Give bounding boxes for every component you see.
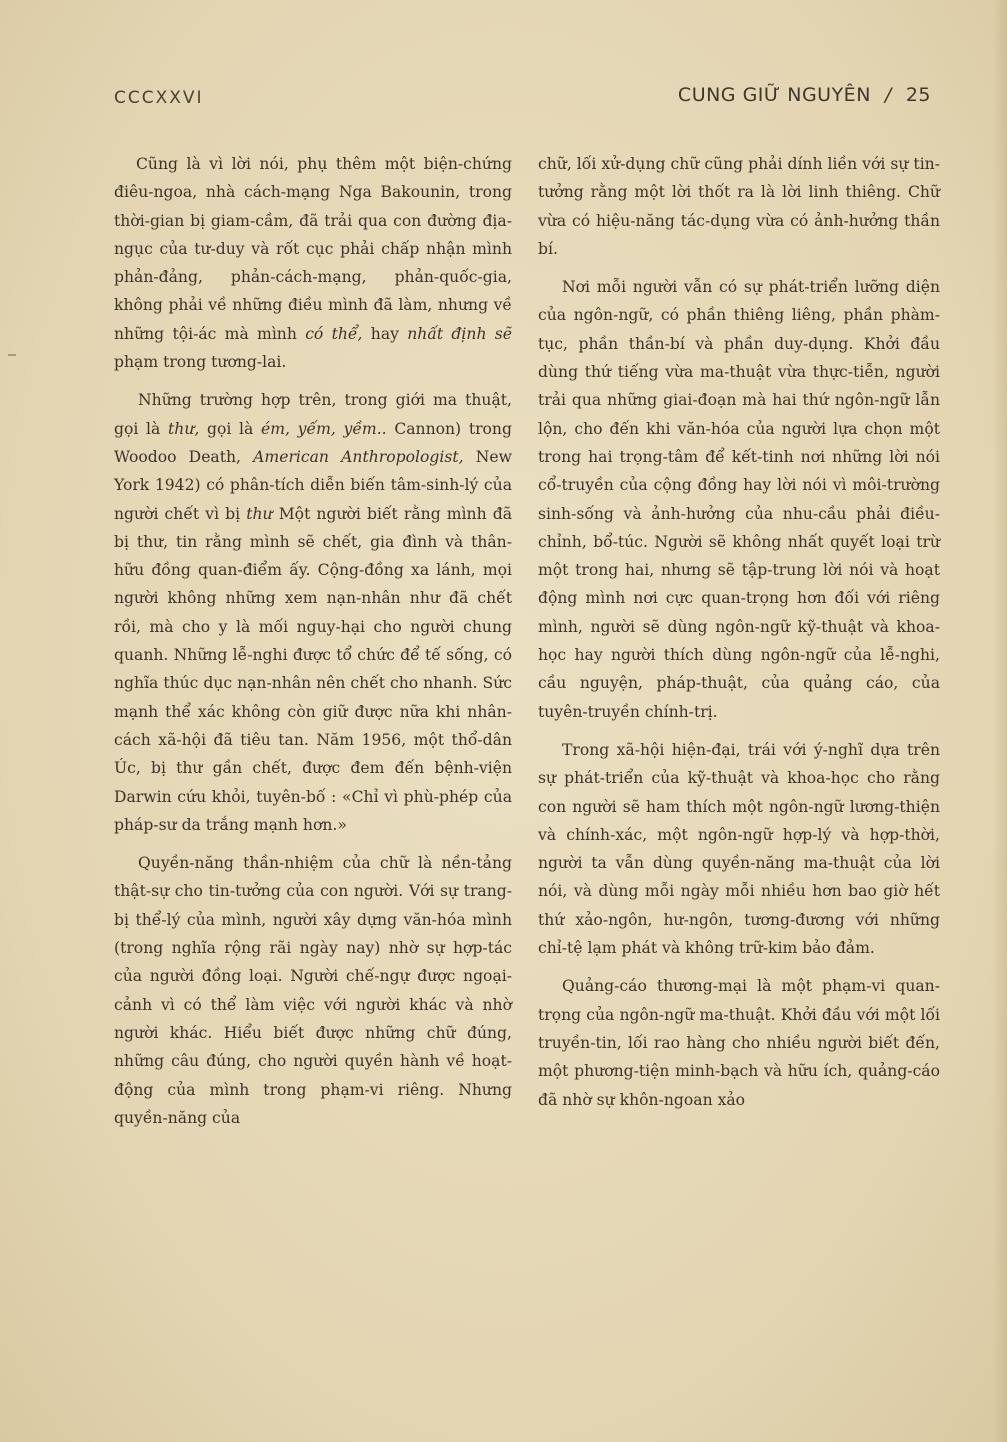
right-column <box>538 150 940 1124</box>
running-header <box>678 84 931 106</box>
paragraph: Quảng-cáo thương-mại là một phạm-vi quan-trọng của ngôn-ngữ ma-thuật. Khởi đầu với một lối truyền-tin, lối rao hàng cho nhiều người biết đến, một phương-tiện minh-bạch và hữu ích, quảng-cáo đã nhờ sự khôn-ngoan xảo <box>538 977 940 1109</box>
page-number: 25 <box>905 84 931 106</box>
margin-speck <box>8 354 16 356</box>
paragraph: Nơi mỗi người vẫn có sự phát-triển lưỡng diện của ngôn-ngữ, có phần thiêng liêng, phần phàm-tục, phần thần-bí và phần duy-dụng. Khởi đầu dùng thứ tiếng vừa ma-thuật vừa thực-tiễn, người trải qua những giai-đoạn mà hai thứ ngôn-ngữ lẫn lộn, cho đến khi văn-hóa của người lựa chọn một trong hai trọng-tâm để kết-tinh nơi những lời nói cổ-truyền của cộng đồng hay lời nói vì môi-trường sinh-sống và ảnh-hưởng của nhu-cầu phải điều-chỉnh, bổ-túc. Người sẽ không nhất quyết loại trừ một trong hai, nhưng sẽ tập-trung lời nói và hoạt động mình nơi cực quan-trọng hơn đối với riêng mình, người sẽ dùng ngôn-ngữ kỹ-thuật và khoa-học hay người thích dùng ngôn-ngữ của lễ-nghi, cầu nguyện, pháp-thuật, của quảng cáo, của tuyên-truyền chính-trị. <box>538 278 940 721</box>
paragraph: Quyền-năng thần-nhiệm của chữ là nền-tảng thật-sự cho tin-tưởng của con người. Với sự trang-bị thể-lý của mình, người xây dựng văn-hóa mình (trong nghĩa rộng rãi ngày nay) nhờ sự hợp-tác của người đồng loại. Người chế-ngự được ngoại-cảnh vì có thể làm việc với người khác và nhờ người khác. Hiểu biết được những chữ đúng, những câu đúng, cho người quyền hành về hoạt-động của mình trong phạm-vi riêng. Nhưng quyền-năng của <box>114 854 512 1127</box>
header-separator: / <box>884 84 892 106</box>
section-number: CCCXXVI <box>114 88 204 108</box>
paragraph: Những trường hợp trên, trong giới ma thuật, gọi là thư, gọi là ém, yếm, yềm.. Cannon) trong Woodoo Death, American Anthropologist, New York 1942) có phân-tích diễn biến tâm-sinh-lý của người chết vì bị thư Một người biết rằng mình đã bị thư, tin rằng mình sẽ chết, gia đình và thân-hữu đồng quan-điểm ấy. Cộng-đồng xa lánh, mọi người không những xem nạn-nhân như đã chết rồi, mà cho y là mối nguy-hại cho người chung quanh. Những lễ-nghi được tổ chức để tế sống, có nghĩa thúc dục nạn-nhân nên chết cho nhanh. Sức mạnh thể xác không còn giữ được nữa khi nhân-cách xã-hội đã tiêu tan. Năm 1956, một thổ-dân Úc, bị thư gần chết, được đem đến bệnh-viện Darwin cứu khỏi, tuyên-bố : «Chỉ vì phù-phép của pháp-sư da trắng mạnh hơn.» <box>114 391 513 834</box>
left-column <box>114 150 512 1142</box>
page-edge-shadow <box>993 0 1007 1442</box>
paragraph: Trong xã-hội hiện-đại, trái với ý-nghĩ dựa trên sự phát-triển của kỹ-thuật và khoa-học cho rằng con người sẽ ham thích một ngôn-ngữ lương-thiện và chính-xác, một ngôn-ngữ hợp-lý và hợp-thời, người ta vẫn dùng quyền-năng ma-thuật của lời nói, và dùng mỗi ngày mỗi nhiều hơn bao giờ hết thứ xảo-ngôn, hư-ngôn, tương-đương với những chỉ-tệ lạm phát và không trữ-kim bảo đảm. <box>538 740 940 958</box>
chapter-title: CUNG GIỮ NGUYÊN <box>677 84 871 106</box>
paragraph: chữ, lối xử-dụng chữ cũng phải dính liền với sự tin-tưởng rằng một lời thốt ra là lời linh thiêng. Chữ vừa có hiệu-năng tác-dụng vừa có ảnh-hưởng thần bí. <box>538 155 940 258</box>
paragraph: Cũng là vì lời nói, phụ thêm một biện-chứng điêu-ngoa, nhà cách-mạng Nga Bakounin, trong thời-gian bị giam-cầm, đã trải qua con đường địa-ngục của tư-duy và rốt cục phải chấp nhận mình phản-đảng, phản-cách-mạng, phản-quốc-gia, không phải về những điều mình đã làm, nhưng về những tội-ác mà mình có thể, hay nhất định sẽ phạm trong tương-lai. <box>114 155 512 372</box>
